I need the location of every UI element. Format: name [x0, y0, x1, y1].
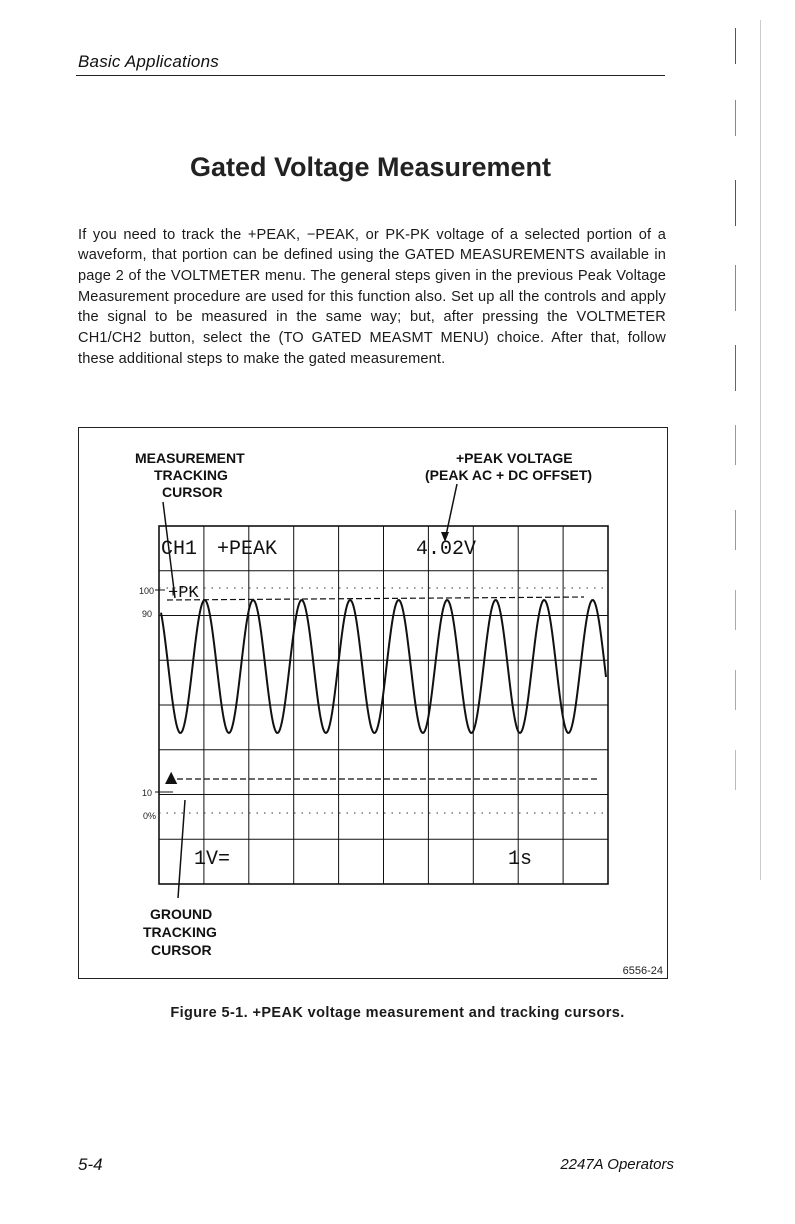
volts-per-div-readout: 1V= — [194, 848, 231, 871]
mode-readout: +PEAK — [217, 538, 278, 561]
ground-cursor-label-line1: GROUND — [150, 906, 213, 922]
peak-voltage-label-line1: +PEAK VOLTAGE — [456, 450, 573, 466]
ground-cursor-label-line3: CURSOR — [151, 942, 212, 958]
measurement-cursor-label-line3: CURSOR — [162, 484, 223, 500]
binding-edge-marks — [730, 0, 795, 1224]
voltage-readout: 4.02V — [416, 538, 477, 561]
figure-5-1 — [78, 427, 668, 979]
manual-title: 2247A Operators — [560, 1156, 674, 1173]
ground-symbol-icon: ▲ — [165, 767, 178, 786]
header-rule — [76, 75, 665, 76]
page-number: 5-4 — [78, 1155, 103, 1174]
peak-tracking-cursor — [167, 597, 584, 600]
peak-voltage-label-line2: (PEAK AC + DC OFFSET) — [425, 467, 593, 483]
figure-id: 6556-24 — [622, 965, 663, 977]
peak-voltage-leader — [445, 484, 457, 540]
time-per-div-readout: 1s — [508, 848, 533, 871]
channel-readout: CH1 — [161, 538, 198, 561]
oscilloscope-figure — [79, 428, 669, 980]
body-paragraph: If you need to track the +PEAK, −PEAK, or PK-PK voltage of a selected portion of a waveform, that portion can be defined using the GATED MEASUREMENTS available in page 2 of the VOLTMETER menu. The general steps given in the previous Peak Voltage Measurement procedure are used for this function also. Set up all the controls and apply the signal to be measured in the same way; but, after pressing the VOLTMETER CH1/CH2 button, select the (TO GATED MEASMT MENU) choice. After that, follow these additional steps to make the gated measurement. — [78, 226, 666, 367]
scale-mark-0: 0% — [143, 811, 157, 821]
section-title: Gated Voltage Measurement — [189, 152, 552, 182]
graticule-lines — [159, 526, 608, 884]
scale-mark-10: 10 — [142, 788, 153, 798]
scale-mark-90: 90 — [142, 609, 153, 619]
measurement-cursor-label-line2: TRACKING — [154, 467, 228, 483]
ground-cursor-label-line2: TRACKING — [143, 924, 217, 940]
running-header: Basic Applications — [78, 52, 219, 71]
figure-caption: Figure 5-1. +PEAK voltage measurement and tracking cursors. — [170, 1005, 625, 1021]
cursor-readout: +PK — [168, 584, 199, 603]
measurement-cursor-label-line1: MEASUREMENT — [135, 450, 245, 466]
scale-mark-100: 100 — [139, 586, 155, 596]
